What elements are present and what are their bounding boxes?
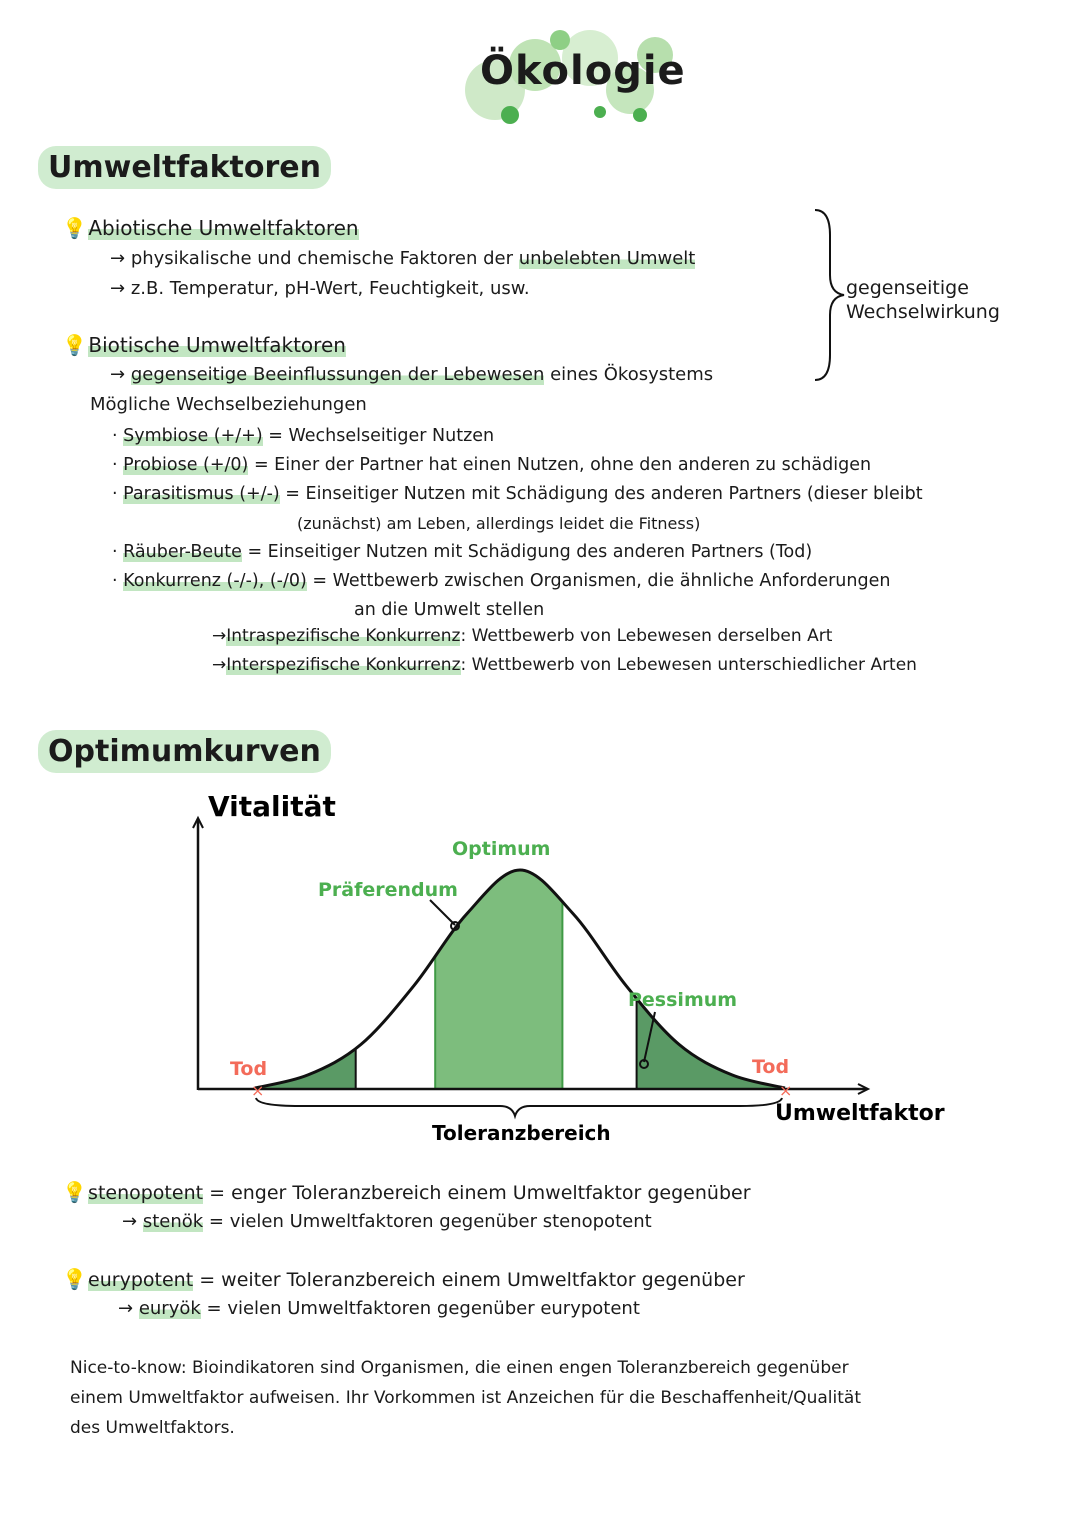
page-title: Ökologie [480, 48, 686, 94]
eury-line: 💡 eurypotent = weiter Toleranzbereich einem Umweltfaktor gegenüber [62, 1267, 745, 1291]
relations-list [112, 422, 923, 625]
relation-item: · Räuber-Beute = Einseitiger Nutzen mit Schädigung des anderen Partners (Tod) [112, 542, 813, 562]
intra-line: →Intraspezifische Konkurrenz: Wettbewerb von Lebewesen derselben Art [212, 626, 833, 646]
arrow-icon: → [110, 364, 131, 385]
tod-right-mark: × [779, 1081, 793, 1100]
relation-item: an die Umwelt stellen [354, 600, 545, 620]
label-tod-left: Tod [230, 1058, 268, 1080]
optimum-chart [0, 780, 1080, 1150]
label-optimum: Optimum [452, 838, 551, 860]
lightbulb-icon: 💡 [62, 1180, 87, 1204]
label-toleranz: Toleranzbereich [432, 1121, 611, 1145]
inter-line: →Interspezifische Konkurrenz: Wettbewerb von Lebewesen unterschiedlicher Arten [212, 655, 917, 675]
arrow-icon: → [122, 1211, 143, 1232]
relation-item: · Symbiose (+/+) = Wechselseitiger Nutzen [112, 426, 495, 446]
praeferendum-pointer [430, 900, 455, 925]
pessimum-area-right [637, 780, 785, 1088]
heading-umweltfaktoren: Umweltfaktoren [38, 146, 331, 189]
abiotic-line1-pre: physikalische und chemische Faktoren der [130, 248, 519, 269]
nice-to-know [70, 1353, 861, 1443]
heading-optimumkurven: Optimumkurven [38, 730, 331, 773]
nice-line-2: einem Umweltfaktor aufweisen. Ihr Vorkommen ist Anzeichen für die Beschaffenheit/Qualität [70, 1388, 862, 1408]
nice-line-1: Nice-to-know: Bioindikatoren sind Organismen, die einen engen Toleranzbereich gegenüber [70, 1358, 849, 1378]
label-tod-right: Tod [752, 1056, 790, 1078]
tolerance-brace [256, 1098, 782, 1116]
abiotic-title [62, 216, 359, 240]
praeferendum-area [435, 780, 562, 1088]
biotic-line1 [110, 364, 713, 385]
x-axis-label: Umweltfaktor [775, 1101, 945, 1126]
abiotic-line1-hl: unbelebten Umwelt [518, 248, 696, 269]
biotic-line1-hl: gegenseitige Beeinflussungen der Lebewesen [130, 364, 545, 385]
biotic-title [62, 333, 346, 357]
stenoek-line: → stenök = vielen Umweltfaktoren gegenüber stenopotent [122, 1211, 652, 1232]
relation-item: · Konkurrenz (-/-), (-/0) = Wettbewerb zwischen Organismen, die ähnliche Anforderungen [112, 571, 891, 591]
label-pessimum: Pessimum [628, 989, 738, 1011]
tod-left-mark: × [251, 1081, 265, 1100]
abiotic-line2 [110, 278, 530, 299]
pessimum-area-left [255, 780, 356, 1088]
biotic-title-text: Biotische Umweltfaktoren [88, 333, 346, 357]
lightbulb-icon: 💡 [62, 216, 87, 240]
arrow-icon: → [110, 248, 131, 269]
lightbulb-icon: 💡 [62, 1267, 87, 1291]
euryek-line: → euryök = vielen Umweltfaktoren gegenüber eurypotent [118, 1298, 640, 1319]
arrow-icon: → [110, 278, 131, 299]
relation-item: (zunächst) am Leben, allerdings leidet die Fitness) [297, 514, 701, 533]
relation-item: · Probiose (+/0) = Einer der Partner hat einen Nutzen, ohne den anderen zu schädigen [112, 455, 872, 475]
brace-label [846, 276, 1000, 324]
biotic-line1-post: eines Ökosystems [544, 364, 714, 385]
steno-line: 💡 stenopotent = enger Toleranzbereich einem Umweltfaktor gegenüber [62, 1180, 751, 1204]
relation-item: · Parasitismus (+/-) = Einseitiger Nutzen mit Schädigung des anderen Partners (dieser bleibt [112, 484, 923, 504]
arrow-icon: → [118, 1298, 139, 1319]
abiotic-title-text: Abiotische Umweltfaktoren [88, 216, 359, 240]
biotic-sub: Mögliche Wechselbeziehungen [90, 394, 367, 415]
nice-line-3: des Umweltfaktors. [70, 1418, 235, 1438]
brace-icon [800, 205, 850, 385]
label-praeferendum: Präferendum [318, 879, 458, 901]
brace-label-2: Wechselwirkung [846, 301, 1000, 323]
y-axis-label: Vitalität [208, 790, 336, 823]
brace-label-1: gegenseitige [846, 277, 969, 299]
arrow-icon: → [212, 626, 227, 646]
abiotic-line1 [110, 248, 695, 269]
arrow-icon: → [212, 655, 227, 675]
lightbulb-icon: 💡 [62, 333, 87, 357]
abiotic-line2-text: z.B. Temperatur, pH-Wert, Feuchtigkeit, usw. [130, 278, 530, 299]
